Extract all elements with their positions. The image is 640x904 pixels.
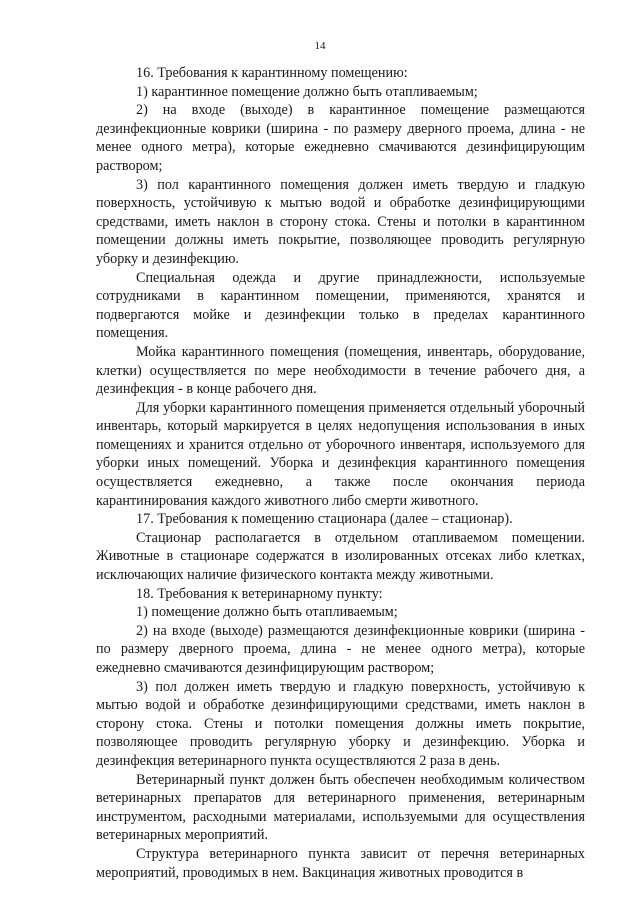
document-body xyxy=(96,64,585,882)
list-item: 3) пол карантинного помещения должен иметь твердую и гладкую поверхность, устойчивую к мытью водой и обработке дезинфицирующими средствами, иметь наклон в сторону стока. Стены и потолки в карантинном помещении должны иметь покрытие, позволяющее проводить регулярную уборку и дезинфекцию. xyxy=(96,176,585,267)
section-18-heading: 18. Требования к ветеринарному пункту: xyxy=(136,585,383,602)
paragraph: Ветеринарный пункт должен быть обеспечен необходимым количеством ветеринарных препаратов для ветеринарного применения, ветеринарным инструментом, расходными материалами, используемыми для осуществления ветеринарных мероприятий. xyxy=(96,771,585,844)
list-item: 2) на входе (выходе) размещаются дезинфекционные коврики (ширина - по размеру дверного проема, длина - не менее одного метра), которые ежедневно смачиваются дезинфицирующим раствором; xyxy=(96,622,585,676)
list-item: 1) помещение должно быть отапливаемым; xyxy=(136,604,398,621)
page-number: 14 xyxy=(314,40,326,52)
section-17-heading: 17. Требования к помещению стационара (далее – стационар). xyxy=(136,511,513,528)
list-item: 1) карантинное помещение должно быть отапливаемым; xyxy=(136,83,478,100)
paragraph: Мойка карантинного помещения (помещения, инвентарь, оборудование, клетки) осуществляется по мере необходимости в течение рабочего дня, а дезинфекция - в конце рабочего дня. xyxy=(96,343,585,398)
paragraph: Стационар располагается в отдельном отапливаемом помещении. Животные в стационаре содержатся в изолированных отсеках либо клетках, исключающих наличие физического контакта между животными. xyxy=(96,529,585,584)
paragraph: Специальная одежда и другие принадлежности, используемые сотрудниками в карантинном помещении, применяются, хранятся и подвергаются мойке и дезинфекции только в пределах карантинного помещения. xyxy=(96,269,585,342)
section-16-heading: 16. Требования к карантинному помещению: xyxy=(136,65,408,81)
paragraph: Для уборки карантинного помещения применяется отдельный уборочный инвентарь, который маркируется в целях недопущения использования в иных помещениях и хранится отдельно от уборочного инвентаря, используемого для уборки иных помещений. Уборка и дезинфекция карантинного помещения осуществляется ежедневно, а также после окончания периода карантинирования каждого животного либо смерти животного. xyxy=(96,399,585,509)
list-item: 2) на входе (выходе) в карантинное помещение размещаются дезинфекционные коврики (ширина - по размеру дверного проема, длина - не менее одного метра), которые ежедневно смачиваются дезинфицирующим раствором; xyxy=(96,102,585,174)
paragraph: Структура ветеринарного пункта зависит от перечня ветеринарных мероприятий, проводимых в нем. Вакцинация животных проводится в xyxy=(96,845,585,881)
list-item: 3) пол должен иметь твердую и гладкую поверхность, устойчивую к мытью водой и обработке дезинфицирующими средствами, иметь наклон в сторону стока. Стены и потолки помещения должны иметь покрытие, позволяющее проводить регулярную уборку и дезинфекцию. Уборка и дезинфекция ветеринарного пункта осуществляются 2 раза в день. xyxy=(96,678,585,769)
